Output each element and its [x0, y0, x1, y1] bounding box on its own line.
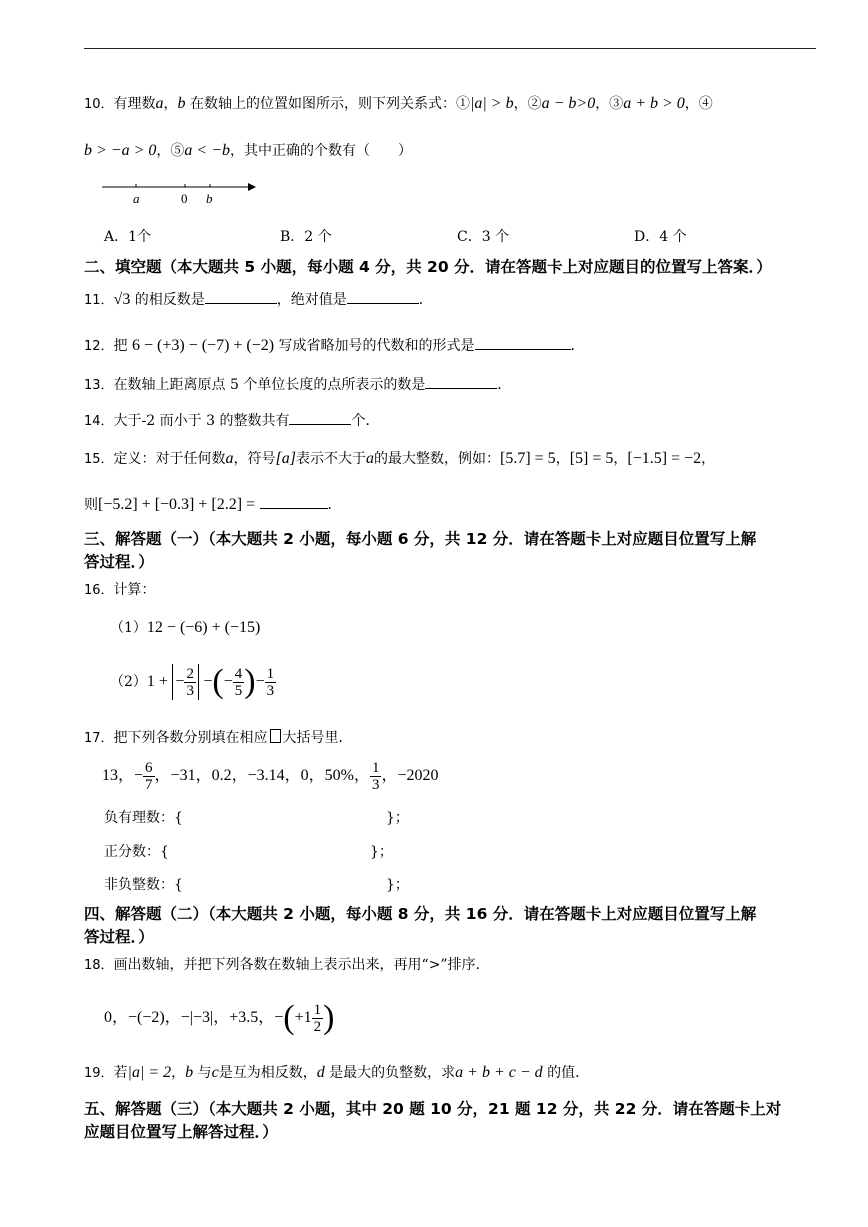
- question-17: 17．把下列各数分别填在相应 大括号里．: [84, 730, 353, 746]
- example-3: [−1.5] = −2: [627, 450, 702, 467]
- header-rule: [84, 48, 816, 49]
- section-4-title-line2: 答过程．）: [84, 928, 154, 946]
- answer-blank: [205, 289, 277, 304]
- answer-blank: [260, 494, 328, 509]
- relation-4: b > −a > 0: [84, 142, 157, 159]
- section-4-title-line1: 四、解答题（二）（本大题共 2 小题，每小题 8 分，共 16 分．请在答题卡上对应题目位置写上解: [84, 905, 757, 923]
- question-18-numbers: 0，−(−2)，−|−3|，+3.5，−(+1 $\frac{1}{2}$ ): [104, 999, 335, 1036]
- sqrt3-expression: √3: [113, 291, 131, 308]
- relation-3: a + b > 0: [623, 95, 685, 112]
- question-15-line2: 则[−5.2] + [−0.3] + [2.2] = ．: [84, 496, 342, 513]
- question-14: 14．大于-2 而小于 3 的整数共有 个．: [84, 410, 379, 432]
- absolute-value: − $\frac{2}{3}$: [172, 664, 199, 700]
- question-16-part-2: （2）1 + − $\frac{2}{3}$ −(− $\frac{4}{5}$ )− $\frac{1}{3}$: [110, 663, 275, 700]
- section-5-title-line2: 应题目位置写上解答过程．）: [84, 1123, 278, 1141]
- example-2: [5] = 5: [569, 450, 614, 467]
- section-2-title: 二、填空题（本大题共 5 小题，每小题 4 分，共 20 分．请在答题卡上对应题目的位置写上答案．）: [84, 258, 772, 276]
- answer-blank: [289, 410, 351, 425]
- relation-2: a − b>0: [541, 95, 596, 112]
- axis-label-b: b: [206, 191, 213, 206]
- section-3-title-line1: 三、解答题（一）（本大题共 2 小题，每小题 6 分，共 12 分．请在答题卡上对应题目位置写上解: [84, 530, 757, 548]
- category-nonnegative-integer: 非负整数：{ }；: [104, 877, 409, 893]
- question-10-line2: b > −a > 0，⑤a < −b，其中正确的个数有（ ）: [84, 142, 412, 159]
- question-13: 13．在数轴上距离原点 5 个单位长度的点所表示的数是 ．: [84, 374, 511, 396]
- axis-label-zero: 0: [181, 191, 188, 206]
- arrow-head-icon: [248, 183, 256, 191]
- section-3-title-line2: 答过程．）: [84, 553, 154, 571]
- answer-blank: [475, 335, 571, 350]
- relation-5: a < −b: [184, 142, 230, 159]
- repeating-decimal: 0.2: [211, 767, 232, 784]
- number-line-figure: [100, 176, 260, 210]
- question-number: 10．: [84, 97, 114, 112]
- section-5-title-line1: 五、解答题（三）（本大题共 2 小题，其中 20 题 10 分，21 题 12 分，共 22 分．请在答题卡上对: [84, 1100, 782, 1118]
- question-17-numbers: 13，− $\frac{6}{7}$ ，−31，0.2，−3.14，0，50%， $\frac{1}{3}$ ，−2020: [102, 759, 439, 793]
- category-negative-rational: 负有理数：{ }；: [104, 810, 409, 826]
- answer-blank: [425, 374, 497, 389]
- choice-a: A．1个: [104, 229, 152, 245]
- question-12: 12．把 6 − (+3) − (−7) + (−2) 写成省略加号的代数和的形式是 ．: [84, 337, 585, 354]
- question-19: 19．若|a| = 2，b 与c是互为相反数，d 是最大的负整数，求a + b + c − d 的值．: [84, 1064, 590, 1081]
- question-15-line1: 15．定义：对于任何数a，符号[a]表示不大于a的最大整数，例如：[5.7] = 5，[5] = 5，[−1.5] = −2，: [84, 450, 716, 467]
- question-11: 11．√3 的相反数是 ，绝对值是 ．: [84, 291, 433, 308]
- choice-b: B．2 个: [280, 229, 332, 245]
- question-18: 18．画出数轴，并把下列各数在数轴上表示出来，再用“>”排序．: [84, 957, 490, 973]
- category-positive-fraction: 正分数：{ }；: [104, 844, 393, 860]
- choice-c: C．3 个: [457, 229, 510, 245]
- example-1: [5.7] = 5: [500, 450, 556, 467]
- relation-1: |a| > b: [470, 95, 514, 112]
- axis-label-a: a: [133, 191, 140, 206]
- question-16-part-1: （1）12 − (−6) + (−15): [110, 619, 261, 636]
- floor-symbol: [a]: [275, 450, 296, 467]
- answer-blank: [347, 289, 419, 304]
- question-16: 16．计算：: [84, 582, 156, 598]
- expression: 6 − (+3) − (−7) + (−2): [132, 337, 275, 354]
- question-10-line1: 10．有理数a，b 在数轴上的位置如图所示，则下列关系式：①|a| > b，②a − b>0，③a + b > 0，④: [84, 95, 713, 112]
- floor-sum-expression: [−5.2] + [−0.3] + [2.2] =: [98, 496, 256, 513]
- choice-d: D．4 个: [634, 229, 687, 245]
- missing-glyph-box: [270, 729, 281, 743]
